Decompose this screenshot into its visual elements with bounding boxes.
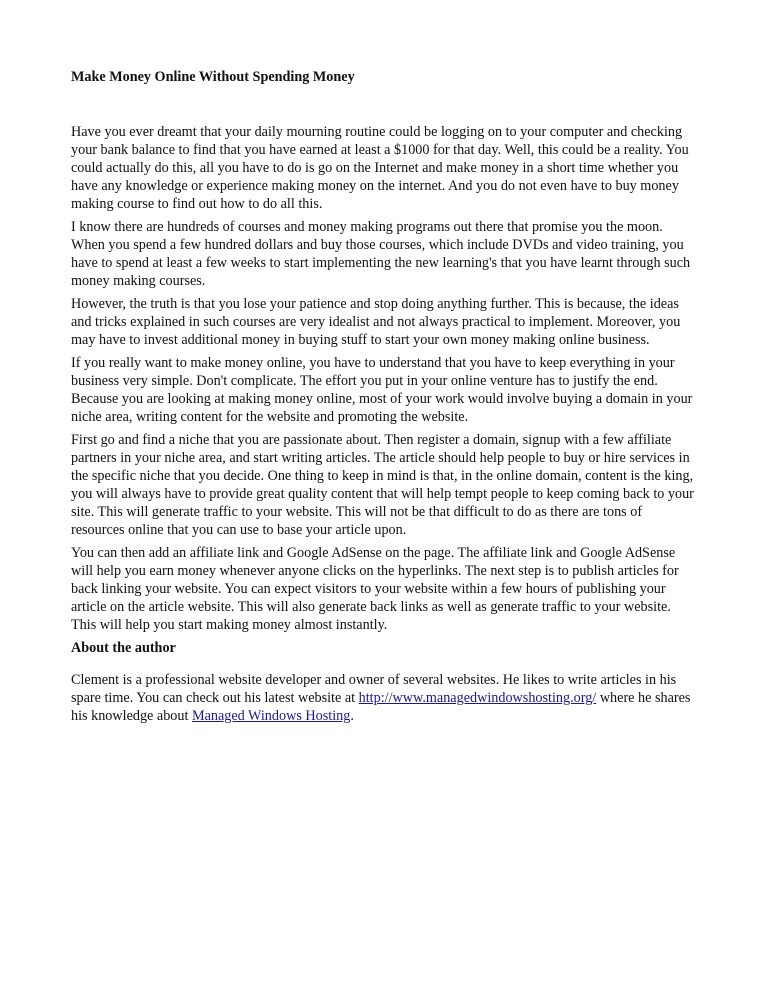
website-link[interactable]: http://www.managedwindowshosting.org/ xyxy=(358,690,597,706)
about-text-end: . xyxy=(350,708,354,724)
paragraph-5: First go and find a niche that you are passionate about. Then register a domain, signup with a few affiliate partners in your niche area, and start writing articles. The article should help people to buy or hire services in the specific niche that you decide. One thing to keep in mind is that, in the online domain, content is the king, you will always have to provide great quality content that will help tempt people to keep coming back to your site. This will generate traffic to your website. This will not be that difficult to do as there are tons of resources online that you can use to base your article upon. xyxy=(71,432,694,538)
about-text-middle: where he shares his knowledge about xyxy=(71,690,691,724)
about-text-intro: Clement is a professional website developer and owner of several websites. He likes to write articles in his spare time. You can check out his latest website at xyxy=(71,672,677,706)
paragraph-6: You can then add an affiliate link and Google AdSense on the page. The affiliate link and Google AdSense will help you earn money whenever anyone clicks on the hyperlinks. The next step is to publish articles for back linking your website. You can expect visitors to your website within a few hours of publishing your article on the article website. This will also generate back links as well as generate traffic to your website. This will help you start making money almost instantly. xyxy=(71,545,679,633)
paragraph-1: Have you ever dreamt that your daily mourning routine could be logging on to your computer and checking your bank balance to find that you have earned at least a $1000 for that day. Well, this could be a reality. You could actually do this, all you have to do is go on the Internet and make money in a short time whether you have any knowledge or experience making money on the internet. And you do not even have to buy money making course to find out how to do all this. xyxy=(71,124,689,212)
paragraph-2: I know there are hundreds of courses and money making programs out there that promise you the moon. When you spend a few hundred dollars and buy those courses, which include DVDs and video training, you have to spend at least a few weeks to start implementing the new learning's that you have learnt through such money making courses. xyxy=(71,219,691,289)
document-body xyxy=(71,68,699,730)
about-author-heading: About the author xyxy=(71,640,176,656)
about-author-paragraph xyxy=(71,671,699,725)
paragraph-4: If you really want to make money online, you have to understand that you have to keep everything in your business very simple. Don't complicate. The effort you put in your online venture has to justify the end. Because you are looking at making money online, most of your work would involve buying a domain in your niche area, writing content for the website and promoting the website. xyxy=(71,355,693,425)
paragraph-3: However, the truth is that you lose your patience and stop doing anything further. This is because, the ideas and tricks explained in such courses are very idealist and not always practical to implement. Moreover, you may have to invest additional money in buying stuff to start your own money making online business. xyxy=(71,296,681,348)
document-title: Make Money Online Without Spending Money xyxy=(71,69,355,85)
managed-windows-hosting-link[interactable]: Managed Windows Hosting xyxy=(191,708,351,724)
